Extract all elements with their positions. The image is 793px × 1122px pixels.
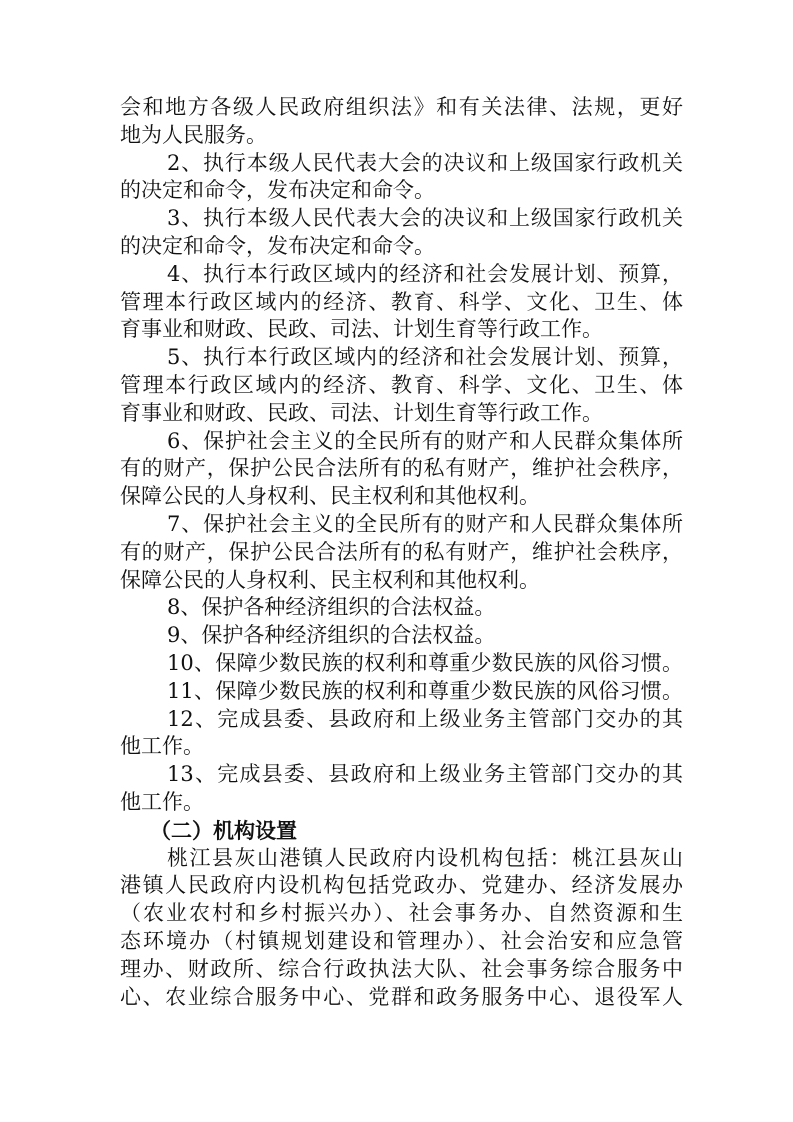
text-line: 9、保护各种经济组织的合法权益。: [167, 623, 496, 648]
text-line: 有的财产，保护公民合法所有的私有财产，维护社会秩序，: [120, 456, 683, 481]
text-line: 育事业和财政、民政、司法、计划生育等行政工作。: [120, 400, 603, 425]
text-line: 港镇人民政府内设机构包括党政办、党建办、经济发展办: [120, 873, 683, 898]
text-line: 态环境办（村镇规划建设和管理办）、社会治安和应急管: [120, 928, 683, 953]
text-line: 4、执行本行政区域内的经济和社会发展计划、预算，: [167, 261, 683, 286]
text-line: 心、农业综合服务中心、党群和政务服务中心、退役军人: [120, 984, 683, 1009]
text-line: 11、保障少数民族的权利和尊重少数民族的风俗习惯。: [167, 678, 683, 703]
text-line: 保障公民的人身权利、民主权利和其他权利。: [120, 484, 540, 509]
text-line: 会和地方各级人民政府组织法》和有关法律、法规，更好: [120, 95, 683, 119]
text-line: 育事业和财政、民政、司法、计划生育等行政工作。: [120, 317, 603, 342]
text-line: 保障公民的人身权利、民主权利和其他权利。: [120, 567, 540, 592]
text-line: 7、保护社会主义的全民所有的财产和人民群众集体所: [167, 511, 683, 536]
text-line: 13、完成县委、县政府和上级业务主管部门交办的其: [167, 762, 683, 787]
text-line: （农业农村和乡村振兴办）、社会事务办、自然资源和生: [120, 901, 683, 926]
text-line: 理办、财政所、综合行政执法大队、社会事务综合服务中: [120, 956, 683, 981]
text-line: 管理本行政区域内的经济、教育、科学、文化、卫生、体: [120, 289, 683, 314]
text-line: 2、执行本级人民代表大会的决议和上级国家行政机关: [167, 150, 683, 175]
text-line: 他工作。: [120, 789, 204, 814]
text-line: 管理本行政区域内的经济、教育、科学、文化、卫生、体: [120, 372, 683, 397]
text-line: 的决定和命令，发布决定和命令。: [120, 178, 435, 203]
text-line: 的决定和命令，发布决定和命令。: [120, 233, 435, 258]
text-line: 地为人民服务。: [120, 122, 267, 147]
text-line: 5、执行本行政区域内的经济和社会发展计划、预算，: [167, 345, 683, 370]
text-line: 6、保护社会主义的全民所有的财产和人民群众集体所: [167, 428, 683, 453]
section-heading: （二）机构设置: [150, 817, 297, 843]
text-line: 有的财产，保护公民合法所有的私有财产，维护社会秩序，: [120, 539, 683, 564]
text-line: 他工作。: [120, 734, 204, 759]
text-line: 10、保障少数民族的权利和尊重少数民族的风俗习惯。: [167, 650, 683, 675]
text-line: 8、保护各种经济组织的合法权益。: [167, 595, 496, 620]
text-line: 12、完成县委、县政府和上级业务主管部门交办的其: [167, 706, 683, 731]
document-page: [120, 94, 683, 1011]
text-line: 3、执行本级人民代表大会的决议和上级国家行政机关: [167, 206, 683, 231]
text-line: 桃江县灰山港镇人民政府内设机构包括：桃江县灰山: [167, 845, 683, 870]
